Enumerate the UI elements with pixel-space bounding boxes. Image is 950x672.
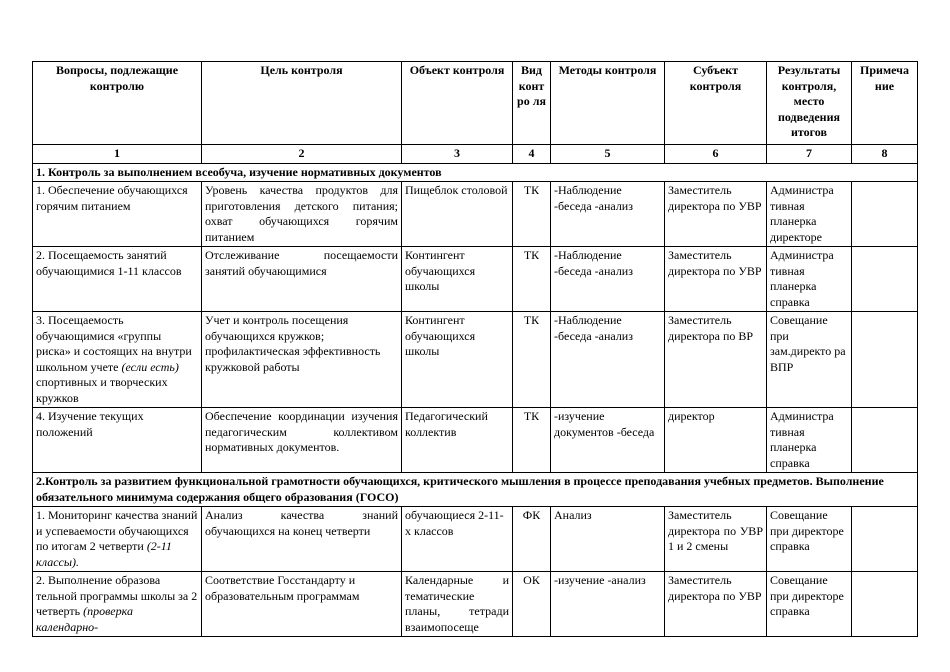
cell-methods: -Наблюдение -беседа -анализ [551,182,665,247]
column-number: 4 [513,145,551,164]
cell-subject: Заместитель директора по ВР [665,312,767,408]
cell-type: ТК [513,312,551,408]
header-goal: Цель контроля [202,62,402,145]
cell-object: обучающиеся 2-11-х классов [402,507,513,572]
column-number: 6 [665,145,767,164]
table-row [33,247,918,312]
cell-notes [852,408,918,473]
column-number: 5 [551,145,665,164]
cell-object: Контингент обучающихся школы [402,312,513,408]
cell-goal: Учет и контроль посещения обучающихся кружков; профилактическая эффективность кружковой работы [202,312,402,408]
cell-question: 1. Обеспечение обучающихся горячим питанием [33,182,202,247]
cell-methods: -изучение -анализ [551,572,665,637]
section-row [33,473,918,507]
cell-goal: Уровень качества продуктов для приготовления детского питания; охват обучающихся горячим питанием [202,182,402,247]
cell-question-note: (если есть) [121,359,179,374]
cell-subject: Заместитель директора по УВР [665,572,767,637]
cell-question [33,312,202,408]
cell-goal: Анализ качества знаний обучающихся на конец четверти [202,507,402,572]
control-plan-table [32,61,918,637]
cell-question-text: 3. Посещаемость обучающимися «группы риска» и состоящих на внутри школьном учете [36,313,192,374]
cell-results: Совещание при зам.директо ра ВПР [767,312,852,408]
cell-subject: Заместитель директора по УВР [665,247,767,312]
column-number: 3 [402,145,513,164]
header-type: Вид конт ро ля [513,62,551,145]
cell-results: Администра тивная планерка справка [767,408,852,473]
header-subject: Субъект контроля [665,62,767,145]
section-row [33,163,918,182]
cell-object: Пищеблок столовой [402,182,513,247]
section-1-title: 1. Контроль за выполнением всеобуча, изучение нормативных документов [33,163,918,182]
table-row [33,408,918,473]
section-2-title: 2.Контроль за развитием функциональной грамотности обучающихся, критического мышления в процессе преподавания учебных предметов. Выполнение обязательного минимума содержания общего образования (ГОСО) [33,473,918,507]
table-row [33,312,918,408]
cell-question-text: 2. Выполнение образова тельной программы школы за 2 четверть [36,573,198,618]
header-questions: Вопросы, подлежащие контролю [33,62,202,145]
cell-methods: Анализ [551,507,665,572]
cell-notes [852,182,918,247]
cell-question: 2. Посещаемость занятий обучающимися 1-11 классов [33,247,202,312]
cell-methods: -изучение документов -беседа [551,408,665,473]
cell-notes [852,247,918,312]
cell-question-note: (2-11 классы). [36,539,172,569]
header-object: Объект контроля [402,62,513,145]
cell-object: Контингент обучающихся школы [402,247,513,312]
header-results: Результаты контроля, место подведения итогов [767,62,852,145]
cell-question [33,507,202,572]
cell-question-text-end: спортивных и творческих кружков [36,375,168,405]
column-number: 1 [33,145,202,164]
cell-type: ОК [513,572,551,637]
cell-goal: Отслеживание посещаемости занятий обучающимися [202,247,402,312]
cell-notes [852,507,918,572]
cell-results: Администра тивная планерка справка [767,247,852,312]
header-notes: Примеча ние [852,62,918,145]
cell-object: Педагогический коллектив [402,408,513,473]
table-row [33,182,918,247]
cell-question: 4. Изучение текущих положений [33,408,202,473]
table-row [33,572,918,637]
header-row [33,62,918,145]
column-number: 8 [852,145,918,164]
cell-type: ФК [513,507,551,572]
cell-goal: Обеспечение координации изучения педагогическим коллективом нормативных документов. [202,408,402,473]
cell-notes [852,312,918,408]
cell-question [33,572,202,637]
cell-notes [852,572,918,637]
cell-results: Совещание при директоре справка [767,507,852,572]
column-number: 7 [767,145,852,164]
cell-type: ТК [513,182,551,247]
cell-subject: Заместитель директора по УВР 1 и 2 смены [665,507,767,572]
cell-question-note: (проверка календарно- [36,604,133,634]
cell-subject: Заместитель директора по УВР [665,182,767,247]
cell-question-text: 1. Мониторинг качества знаний и успеваемости обучающихся по итогам 2 четверти [36,508,198,553]
cell-goal: Соответствие Госстандарту и образовательным программам [202,572,402,637]
cell-object: Календарные и тематические планы, тетради взаимопосеще [402,572,513,637]
cell-subject: директор [665,408,767,473]
column-number-row [33,145,918,164]
cell-type: ТК [513,408,551,473]
cell-results: Администра тивная планерка директоре [767,182,852,247]
cell-methods: -Наблюдение -беседа -анализ [551,247,665,312]
cell-type: ТК [513,247,551,312]
cell-results: Совещание при директоре справка [767,572,852,637]
cell-methods: -Наблюдение -беседа -анализ [551,312,665,408]
table-row [33,507,918,572]
column-number: 2 [202,145,402,164]
header-methods: Методы контроля [551,62,665,145]
